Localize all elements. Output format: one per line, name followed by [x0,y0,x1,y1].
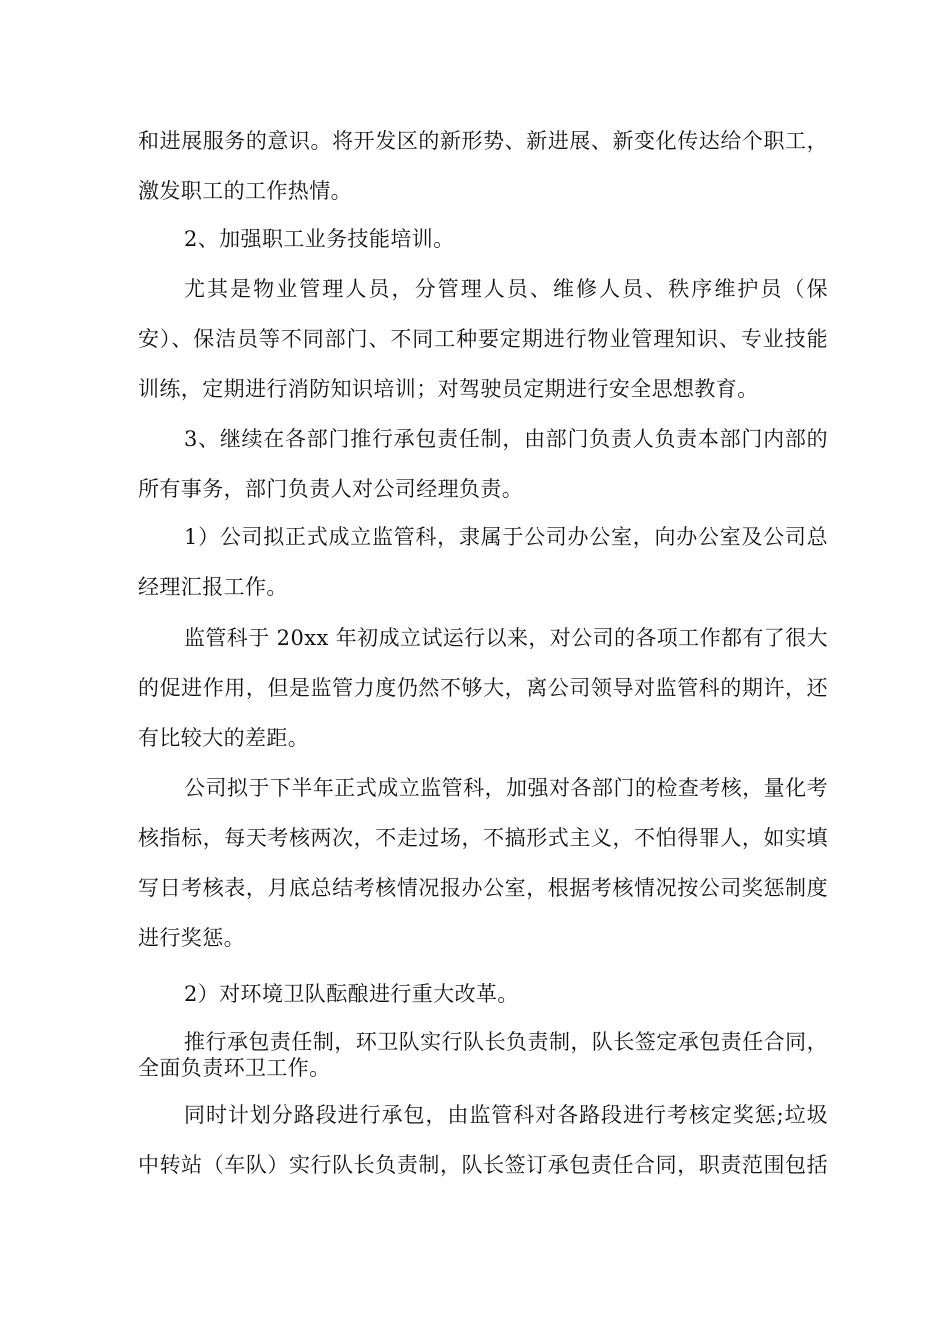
section-heading [138,512,828,612]
text-line: 公司拟于下半年正式成立监管科，加强对各部门的检查考核，量化考 [184,776,828,800]
text-line: 激发职工的工作热情。 [138,179,352,203]
text-line: 2、加强职工业务技能培训。 [184,227,455,251]
paragraph [138,763,828,963]
text-line: 所有事务，部门负责人对公司经理负责。 [138,477,524,501]
text-line: 全面负责环卫工作。 [138,1056,331,1080]
text-line: 中转站（车队）实行队长负责制，队长签订承包责任合同，职责范围包括 [138,1153,828,1177]
text-line: 推行承包责任制，环卫队实行队长负责制，队长签定承包责任合同， [184,1030,828,1054]
paragraph [138,613,828,763]
text-line: 有比较大的差距。 [138,726,310,750]
section-heading [138,969,828,1019]
text-line: 安）、保洁员等不同部门、不同工种要定期进行物业管理知识、专业技能 [138,327,828,351]
text-line: 的促进作用，但是监管力度仍然不够大，离公司领导对监管科的期许，还 [138,676,828,700]
text-line: 尤其是物业管理人员，分管理人员、维修人员、秩序维护员（保 [184,277,828,301]
text-line: 3、继续在各部门推行承包责任制，由部门负责人负责本部门内部的 [184,427,828,451]
text-line: 同时计划分路段进行承包，由监管科对各路段进行考核定奖惩;垃圾 [184,1103,828,1127]
paragraph [138,1029,828,1081]
paragraph [138,1090,828,1190]
text-line: 和进展服务的意识。将开发区的新形势、新进展、新变化传达给个职工， [138,129,828,153]
text-line: 2）对环境卫队酝酿进行重大改革。 [184,982,519,1006]
paragraph [138,264,828,414]
section-heading [138,414,828,514]
section-heading [138,214,828,264]
text-line: 写日考核表，月底总结考核情况报办公室，根据考核情况按公司奖惩制度 [138,876,828,900]
text-line: 监管科于 20xx 年初成立试运行以来，对公司的各项工作都有了很大 [184,626,828,650]
text-line: 核指标，每天考核两次，不走过场，不搞形式主义，不怕得罪人，如实填 [138,826,828,850]
text-line: 训练，定期进行消防知识培训；对驾驶员定期进行安全思想教育。 [138,377,759,401]
text-line: 进行奖惩。 [138,926,245,950]
text-line: 1）公司拟正式成立监管科，隶属于公司办公室，向办公室及公司总 [184,525,828,549]
paragraph [138,116,828,216]
text-line: 经理汇报工作。 [138,575,288,599]
